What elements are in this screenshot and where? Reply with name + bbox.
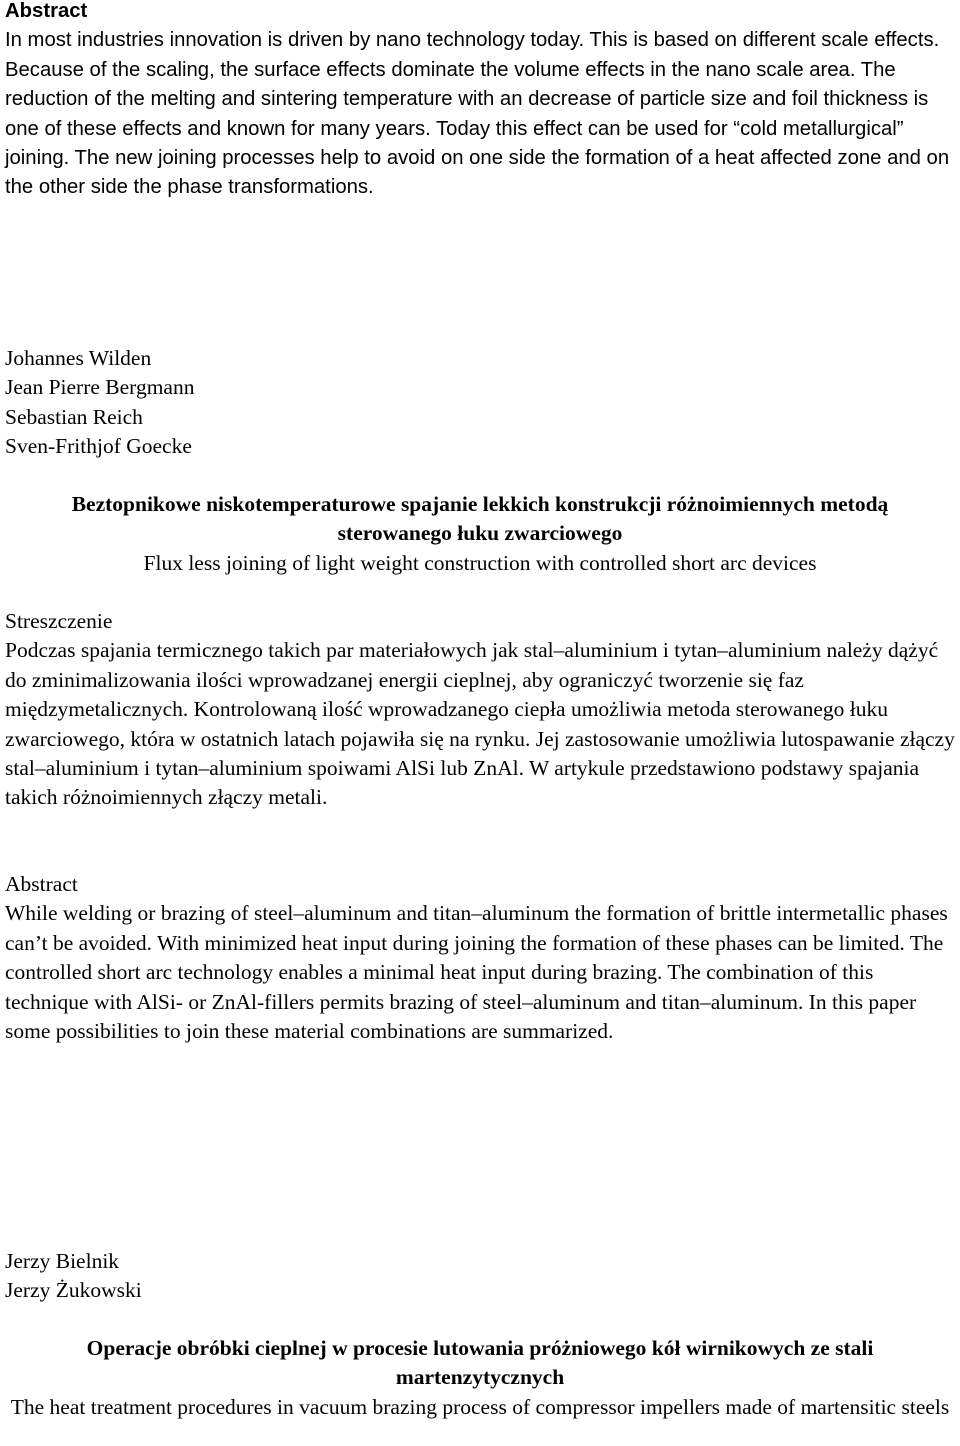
author-name: Sebastian Reich <box>5 404 143 429</box>
author-name: Jean Pierre Bergmann <box>5 375 195 400</box>
article1-summary-section <box>5 607 957 813</box>
author-name: Sven-Frithjof Goecke <box>5 434 192 459</box>
abstract-heading: Abstract <box>5 872 78 896</box>
article1-titles <box>0 490 960 578</box>
author-name: Jerzy Żukowski <box>5 1278 142 1303</box>
summary-text: Podczas spajania termicznego takich par materiałowych jak stal–aluminium i tytan–aluminium należy dążyć do zminimalizowania ilości wprowadzanej energii cieplnej, aby ograniczyć tworzenie się faz międzymetalicznych. Kontrolowaną ilość wprowadzanego ciepła umożliwia metoda sterowanego łuku zwarciowego, która w ostatnich latach pojawiła się na rynku. Jej zastosowanie umożliwia lutospawanie złączy stal–aluminium i tytan–aluminium spoiwami AlSi lub ZnAl. W artykule przedstawiono podstawy spajania takich różnoimiennych złączy metali. <box>5 638 955 810</box>
abstract-text: While welding or brazing of steel–aluminum and titan–aluminum the formation of brittle intermetallic phases can’t be avoided. With minimized heat input during joining the formation of these phases can be limited. The controlled short arc technology enables a minimal heat input during brazing. The combination of this technique with AlSi- or ZnAl-fillers permits brazing of steel–aluminum and titan–aluminum. In this paper some possibilities to join these material combinations are summarized. <box>5 901 948 1044</box>
article1-authors <box>5 344 957 462</box>
article2-title-en: The heat treatment procedures in vacuum brazing process of compressor impellers made of martensitic steels <box>10 1394 950 1419</box>
summary-heading: Streszczenie <box>5 609 113 633</box>
abstract-top-section <box>5 0 957 203</box>
author-name: Johannes Wilden <box>5 346 152 370</box>
article2-authors <box>5 1247 957 1306</box>
article2-title-pl: Operacje obróbki cieplnej w procesie lutowania próżniowego kół wirnikowych ze stali martenzytycznych <box>86 1336 874 1390</box>
abstract-top-text: In most industries innovation is driven by nano technology today. This is based on different scale effects. Because of the scaling, the surface effects dominate the volume effects in the nano scale area. The reduction of the melting and sintering temperature with an decrease of particle size and foil thickness is one of these effects and known for many years. Today this effect can be used for “cold metallurgical” joining. The new joining processes help to avoid on one side the formation of a heat affected zone and on the other side the phase transformations. <box>5 29 950 199</box>
article1-title-pl: Beztopnikowe niskotemperaturowe spajanie lekkich konstrukcji różnoimiennych metodą sterowanego łuku zwarciowego <box>71 492 889 546</box>
article1-title-en: Flux less joining of light weight construction with controlled short arc devices <box>143 550 817 575</box>
author-name: Jerzy Bielnik <box>5 1249 120 1273</box>
abstract-top-heading: Abstract <box>5 0 88 22</box>
article1-abstract-section <box>5 870 957 1046</box>
article2-titles <box>0 1334 960 1422</box>
